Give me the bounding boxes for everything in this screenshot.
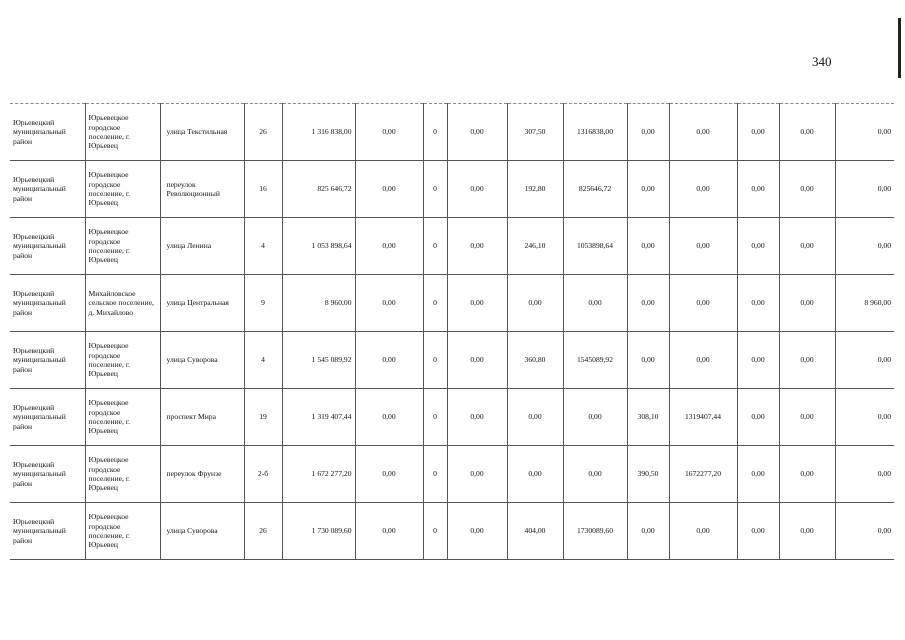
value-cell: 0,00 bbox=[737, 503, 779, 560]
district-cell: Юрьевецкий муниципальный район bbox=[10, 161, 85, 218]
total-cost-cell: 825 646,72 bbox=[282, 161, 355, 218]
area-cell: 404,00 bbox=[507, 503, 563, 560]
value-cell: 0,00 bbox=[835, 218, 894, 275]
value-cell: 0,00 bbox=[779, 332, 835, 389]
registry-table bbox=[10, 103, 894, 560]
value-cell: 0,00 bbox=[447, 446, 507, 503]
value-cell: 1319407,44 bbox=[669, 389, 737, 446]
area-cell: 0,00 bbox=[627, 503, 669, 560]
value-cell: 8 960,00 bbox=[835, 275, 894, 332]
table-row bbox=[10, 275, 894, 332]
total-cost-cell: 1 730 089,60 bbox=[282, 503, 355, 560]
value-cell: 0,00 bbox=[669, 161, 737, 218]
area-cell: 0,00 bbox=[507, 275, 563, 332]
value-cell: 0,00 bbox=[779, 503, 835, 560]
count-cell: 0 bbox=[423, 275, 447, 332]
district-cell: Юрьевецкий муниципальный район bbox=[10, 332, 85, 389]
settlement-cell: Юрьевецкое городское поселение, г. Юрьевец bbox=[85, 104, 160, 161]
area-cell: 360,80 bbox=[507, 332, 563, 389]
table-row bbox=[10, 218, 894, 275]
area-cell: 0,00 bbox=[507, 389, 563, 446]
value-cell: 0,00 bbox=[447, 389, 507, 446]
area-cell: 0,00 bbox=[627, 332, 669, 389]
value-cell: 0,00 bbox=[779, 161, 835, 218]
value-cell: 0,00 bbox=[447, 161, 507, 218]
table-row bbox=[10, 161, 894, 218]
value-cell: 0,00 bbox=[355, 389, 423, 446]
count-cell: 0 bbox=[423, 503, 447, 560]
house-number-cell: 9 bbox=[244, 275, 282, 332]
count-cell: 0 bbox=[423, 332, 447, 389]
house-number-cell: 4 bbox=[244, 218, 282, 275]
total-cost-cell: 1 545 089,92 bbox=[282, 332, 355, 389]
street-cell: улица Ленина bbox=[160, 218, 244, 275]
total-cost-cell: 8 960,00 bbox=[282, 275, 355, 332]
scan-edge-mark bbox=[898, 18, 901, 78]
value-cell: 0,00 bbox=[779, 389, 835, 446]
value-cell: 0,00 bbox=[563, 446, 627, 503]
value-cell: 0,00 bbox=[737, 104, 779, 161]
value-cell: 0,00 bbox=[669, 503, 737, 560]
value-cell: 0,00 bbox=[563, 275, 627, 332]
value-cell: 0,00 bbox=[669, 275, 737, 332]
area-cell: 390,50 bbox=[627, 446, 669, 503]
area-cell: 0,00 bbox=[627, 104, 669, 161]
table-row bbox=[10, 104, 894, 161]
value-cell: 1316838,00 bbox=[563, 104, 627, 161]
table-row bbox=[10, 446, 894, 503]
area-cell: 0,00 bbox=[627, 275, 669, 332]
house-number-cell: 19 bbox=[244, 389, 282, 446]
house-number-cell: 2-б bbox=[244, 446, 282, 503]
value-cell: 0,00 bbox=[779, 275, 835, 332]
table-body bbox=[10, 104, 894, 560]
value-cell: 0,00 bbox=[779, 104, 835, 161]
house-number-cell: 4 bbox=[244, 332, 282, 389]
count-cell: 0 bbox=[423, 104, 447, 161]
total-cost-cell: 1 316 838,00 bbox=[282, 104, 355, 161]
district-cell: Юрьевецкий муниципальный район bbox=[10, 218, 85, 275]
value-cell: 0,00 bbox=[355, 161, 423, 218]
value-cell: 1672277,20 bbox=[669, 446, 737, 503]
district-cell: Юрьевецкий муниципальный район bbox=[10, 503, 85, 560]
street-cell: переулок Революционный bbox=[160, 161, 244, 218]
value-cell: 0,00 bbox=[355, 275, 423, 332]
value-cell: 0,00 bbox=[355, 332, 423, 389]
value-cell: 0,00 bbox=[835, 389, 894, 446]
value-cell: 0,00 bbox=[447, 503, 507, 560]
value-cell: 0,00 bbox=[355, 104, 423, 161]
total-cost-cell: 1 053 898,64 bbox=[282, 218, 355, 275]
value-cell: 0,00 bbox=[355, 218, 423, 275]
table-row bbox=[10, 503, 894, 560]
house-number-cell: 26 bbox=[244, 104, 282, 161]
value-cell: 0,00 bbox=[669, 218, 737, 275]
count-cell: 0 bbox=[423, 218, 447, 275]
street-cell: улица Центральная bbox=[160, 275, 244, 332]
value-cell: 0,00 bbox=[447, 275, 507, 332]
area-cell: 307,50 bbox=[507, 104, 563, 161]
value-cell: 1053898,64 bbox=[563, 218, 627, 275]
value-cell: 0,00 bbox=[669, 332, 737, 389]
settlement-cell: Юрьевецкое городское поселение, г. Юрьевец bbox=[85, 332, 160, 389]
value-cell: 0,00 bbox=[737, 332, 779, 389]
house-number-cell: 16 bbox=[244, 161, 282, 218]
settlement-cell: Юрьевецкое городское поселение, г. Юрьевец bbox=[85, 218, 160, 275]
value-cell: 0,00 bbox=[447, 104, 507, 161]
street-cell: улица Суворова bbox=[160, 332, 244, 389]
value-cell: 0,00 bbox=[835, 161, 894, 218]
street-cell: проспект Мира bbox=[160, 389, 244, 446]
value-cell: 0,00 bbox=[835, 503, 894, 560]
count-cell: 0 bbox=[423, 446, 447, 503]
street-cell: улица Текстильная bbox=[160, 104, 244, 161]
value-cell: 0,00 bbox=[669, 104, 737, 161]
value-cell: 0,00 bbox=[835, 446, 894, 503]
area-cell: 246,10 bbox=[507, 218, 563, 275]
count-cell: 0 bbox=[423, 161, 447, 218]
settlement-cell: Юрьевецкое городское поселение, г. Юрьевец bbox=[85, 161, 160, 218]
district-cell: Юрьевецкий муниципальный район bbox=[10, 275, 85, 332]
value-cell: 0,00 bbox=[447, 332, 507, 389]
value-cell: 0,00 bbox=[737, 161, 779, 218]
value-cell: 0,00 bbox=[737, 389, 779, 446]
street-cell: переулок Фрунзе bbox=[160, 446, 244, 503]
district-cell: Юрьевецкий муниципальный район bbox=[10, 104, 85, 161]
table-row bbox=[10, 332, 894, 389]
value-cell: 0,00 bbox=[737, 275, 779, 332]
settlement-cell: Михайловское сельское поселение, д. Михайлово bbox=[85, 275, 160, 332]
settlement-cell: Юрьевецкое городское поселение, г. Юрьевец bbox=[85, 446, 160, 503]
count-cell: 0 bbox=[423, 389, 447, 446]
value-cell: 0,00 bbox=[447, 218, 507, 275]
value-cell: 0,00 bbox=[835, 104, 894, 161]
value-cell: 0,00 bbox=[563, 389, 627, 446]
value-cell: 0,00 bbox=[355, 503, 423, 560]
value-cell: 0,00 bbox=[779, 218, 835, 275]
value-cell: 0,00 bbox=[737, 218, 779, 275]
value-cell: 825646,72 bbox=[563, 161, 627, 218]
value-cell: 1545089,92 bbox=[563, 332, 627, 389]
settlement-cell: Юрьевецкое городское поселение, г. Юрьевец bbox=[85, 389, 160, 446]
value-cell: 0,00 bbox=[355, 446, 423, 503]
area-cell: 192,80 bbox=[507, 161, 563, 218]
value-cell: 0,00 bbox=[779, 446, 835, 503]
value-cell: 0,00 bbox=[835, 332, 894, 389]
page-number: 340 bbox=[812, 54, 832, 69]
area-cell: 0,00 bbox=[627, 161, 669, 218]
district-cell: Юрьевецкий муниципальный район bbox=[10, 446, 85, 503]
value-cell: 1730089,60 bbox=[563, 503, 627, 560]
area-cell: 0,00 bbox=[507, 446, 563, 503]
house-number-cell: 26 bbox=[244, 503, 282, 560]
street-cell: улица Суворова bbox=[160, 503, 244, 560]
district-cell: Юрьевецкий муниципальный район bbox=[10, 389, 85, 446]
table-row bbox=[10, 389, 894, 446]
total-cost-cell: 1 319 407,44 bbox=[282, 389, 355, 446]
area-cell: 308,10 bbox=[627, 389, 669, 446]
value-cell: 0,00 bbox=[737, 446, 779, 503]
settlement-cell: Юрьевецкое городское поселение, г. Юрьевец bbox=[85, 503, 160, 560]
total-cost-cell: 1 672 277,20 bbox=[282, 446, 355, 503]
area-cell: 0,00 bbox=[627, 218, 669, 275]
